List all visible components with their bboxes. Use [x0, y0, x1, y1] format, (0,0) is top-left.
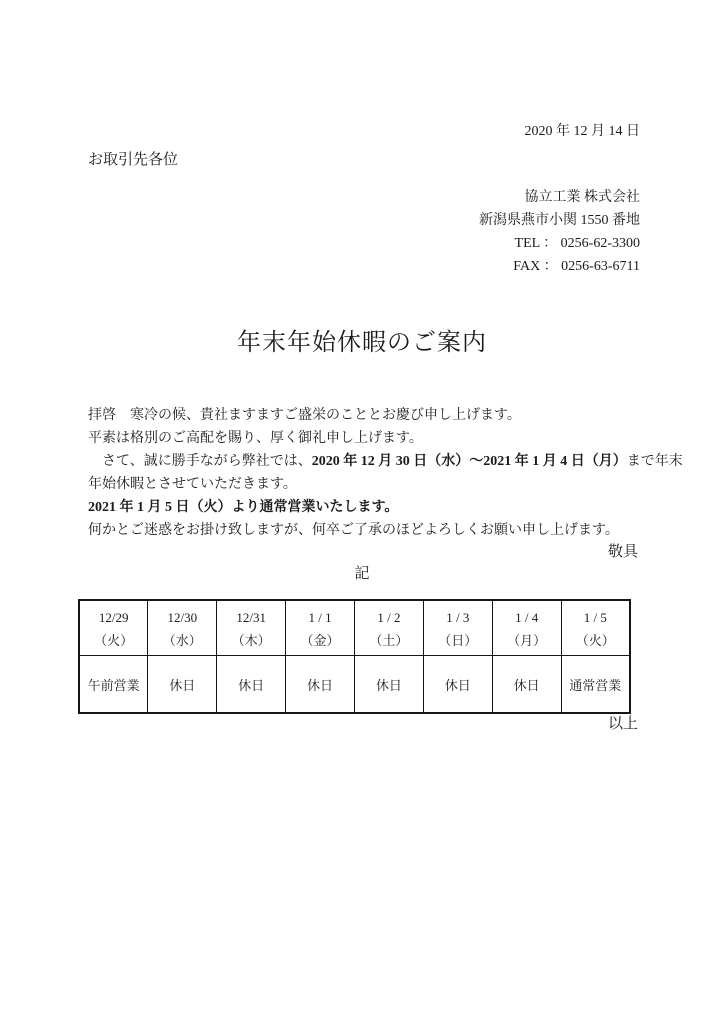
- schedule-table: [78, 599, 631, 714]
- holiday-schedule-table: [78, 599, 631, 714]
- date-cell: 12/29 （火）: [79, 600, 148, 656]
- recipient-line: お取引先各位: [88, 152, 179, 168]
- date-cell: 1 / 5 （火）: [561, 600, 630, 656]
- status-cell: 午前営業: [79, 656, 148, 714]
- body-text: [88, 404, 683, 542]
- body-line-2: 平素は格別のご高配を賜り、厚く御礼申し上げます。: [88, 431, 423, 446]
- body-line-6: 何かとご迷惑をお掛け致しますが、何卒ご了承のほどよろしくお願い申し上げます。: [88, 523, 619, 538]
- sender-address: 新潟県燕市小関 1550 番地: [479, 213, 640, 228]
- date-cell: 1 / 1 （金）: [286, 600, 355, 656]
- date-cell: 12/31 （木）: [217, 600, 286, 656]
- body-line-3-pre: さて、誠に勝手ながら弊社では、: [88, 454, 312, 469]
- status-cell: 通常営業: [561, 656, 630, 714]
- sender-company-name: 協立工業 株式会社: [524, 190, 640, 205]
- status-cell: 休日: [217, 656, 286, 714]
- status-cell: 休日: [355, 656, 424, 714]
- schedule-header-row: [79, 600, 630, 656]
- sender-tel: TEL ： 0256-62-3300: [514, 236, 640, 251]
- end-marker-ijou: 以上: [607, 716, 638, 732]
- body-line-3-holiday-range: 2020 年 12 月 30 日（水）～2021 年 1 月 4 日（月）: [311, 454, 627, 469]
- sender-block: [479, 186, 640, 278]
- date-cell: 1 / 3 （日）: [423, 600, 492, 656]
- body-line-3-post: まで年末: [626, 454, 683, 469]
- document-title: 年末年始休暇のご案内: [237, 330, 487, 356]
- body-line-5-reopen-date: 2021 年 1 月 5 日（火）より通常営業いたします。: [88, 500, 399, 515]
- status-cell: 休日: [492, 656, 561, 714]
- date-cell: 1 / 2 （土）: [355, 600, 424, 656]
- date-cell: 1 / 4 （月）: [492, 600, 561, 656]
- status-cell: 休日: [286, 656, 355, 714]
- status-cell: 休日: [423, 656, 492, 714]
- body-line-4: 年始休暇とさせていただきます。: [88, 477, 297, 492]
- record-marker-ki: 記: [354, 566, 370, 582]
- status-cell: 休日: [148, 656, 217, 714]
- schedule-status-row: [79, 656, 630, 714]
- body-line-1: 拝啓 寒冷の候、貴社ますますご盛栄のこととお慶び申し上げます。: [88, 408, 521, 423]
- closing-keigu: 敬具: [607, 544, 638, 560]
- issue-date: 2020 年 12 月 14 日: [524, 124, 640, 139]
- date-cell: 12/30 （水）: [148, 600, 217, 656]
- body-line-3: [88, 450, 683, 473]
- sender-fax: FAX ： 0256-63-6711: [513, 259, 640, 274]
